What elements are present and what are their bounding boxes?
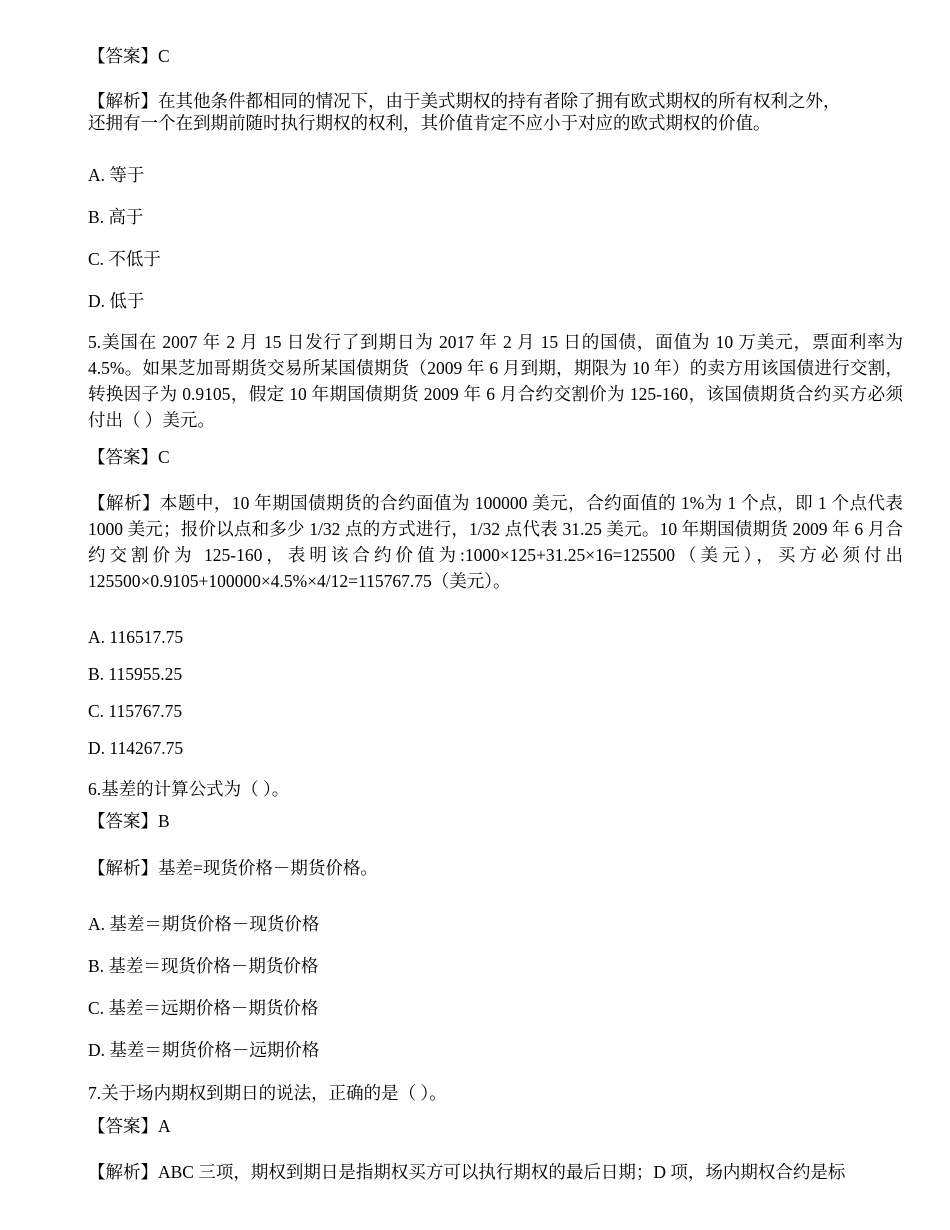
q4-analysis-line1: 【解析】在其他条件都相同的情况下，由于美式期权的持有者除了拥有欧式期权的所有权利之外， [88,91,841,111]
q7-question: 7.关于场内期权到期日的说法，正确的是（ ）。 [88,1083,447,1103]
q5-answer: 【答案】C [88,447,170,467]
q5-option-d: D. 114267.75 [88,738,184,758]
q4-option-a: A. 等于 [88,165,145,185]
q4-answer: 【答案】C [88,46,170,66]
q6-analysis: 【解析】基差=现货价格－期货价格。 [88,858,378,878]
q6-answer: 【答案】B [88,811,170,831]
q4-option-c: C. 不低于 [88,249,161,269]
q6-option-c: C. 基差＝远期价格－期货价格 [88,998,319,1018]
q5-option-c: C. 115767.75 [88,701,183,721]
q6-option-d: D. 基差＝期货价格－远期价格 [88,1040,320,1060]
q4-analysis-line2: 还拥有一个在到期前随时执行期权的权利，其价值肯定不应小于对应的欧式期权的价值。 [88,113,771,133]
q5-question: 5.美国在 2007 年 2 月 15 日发行了到期日为 2017 年 2 月 15 日的国债，面值为 10 万美元，票面利率为 4.5%。如果芝加哥期货交易所某国债期货（2009 年 6 月到期，期限为 10 年）的卖方用该国债进行交割，转换因子为 0.9105，假定 10 年期国债期货 2009 年 6 月合约交割价为 125-160，该国债期货合约买方必须付出（ ）美元。 [88,332,903,430]
q7-answer: 【答案】A [88,1116,171,1136]
q7-analysis-line1: 【解析】ABC 三项，期权到期日是指期权买方可以执行期权的最后日期；D 项，场内期权合约是标 [88,1162,846,1182]
q4-option-b: B. 高于 [88,207,144,227]
q6-option-b: B. 基差＝现货价格－期货价格 [88,956,319,976]
q5-option-b: B. 115955.25 [88,664,183,684]
q5-analysis: 【解析】本题中，10 年期国债期货的合约面值为 100000 美元，合约面值的 1%为 1 个点，即 1 个点代表 1000 美元；报价以点和多少 1/32 点的方式进行，1/32 点代表 31.25 美元。10 年期国债期货 2009 年 6 月合约交割价为 125-160，表明该合约价值为:1000×125+31.25×16=125500（美元），买方必须付出 125500×0.9105+100000×4.5%×4/12=115767.75（美元）。 [88,493,903,591]
q4-option-d: D. 低于 [88,291,145,311]
q6-question: 6.基差的计算公式为（ ）。 [88,779,290,799]
q5-option-a: A. 116517.75 [88,627,184,647]
q6-option-a: A. 基差＝期货价格－现货价格 [88,914,320,934]
